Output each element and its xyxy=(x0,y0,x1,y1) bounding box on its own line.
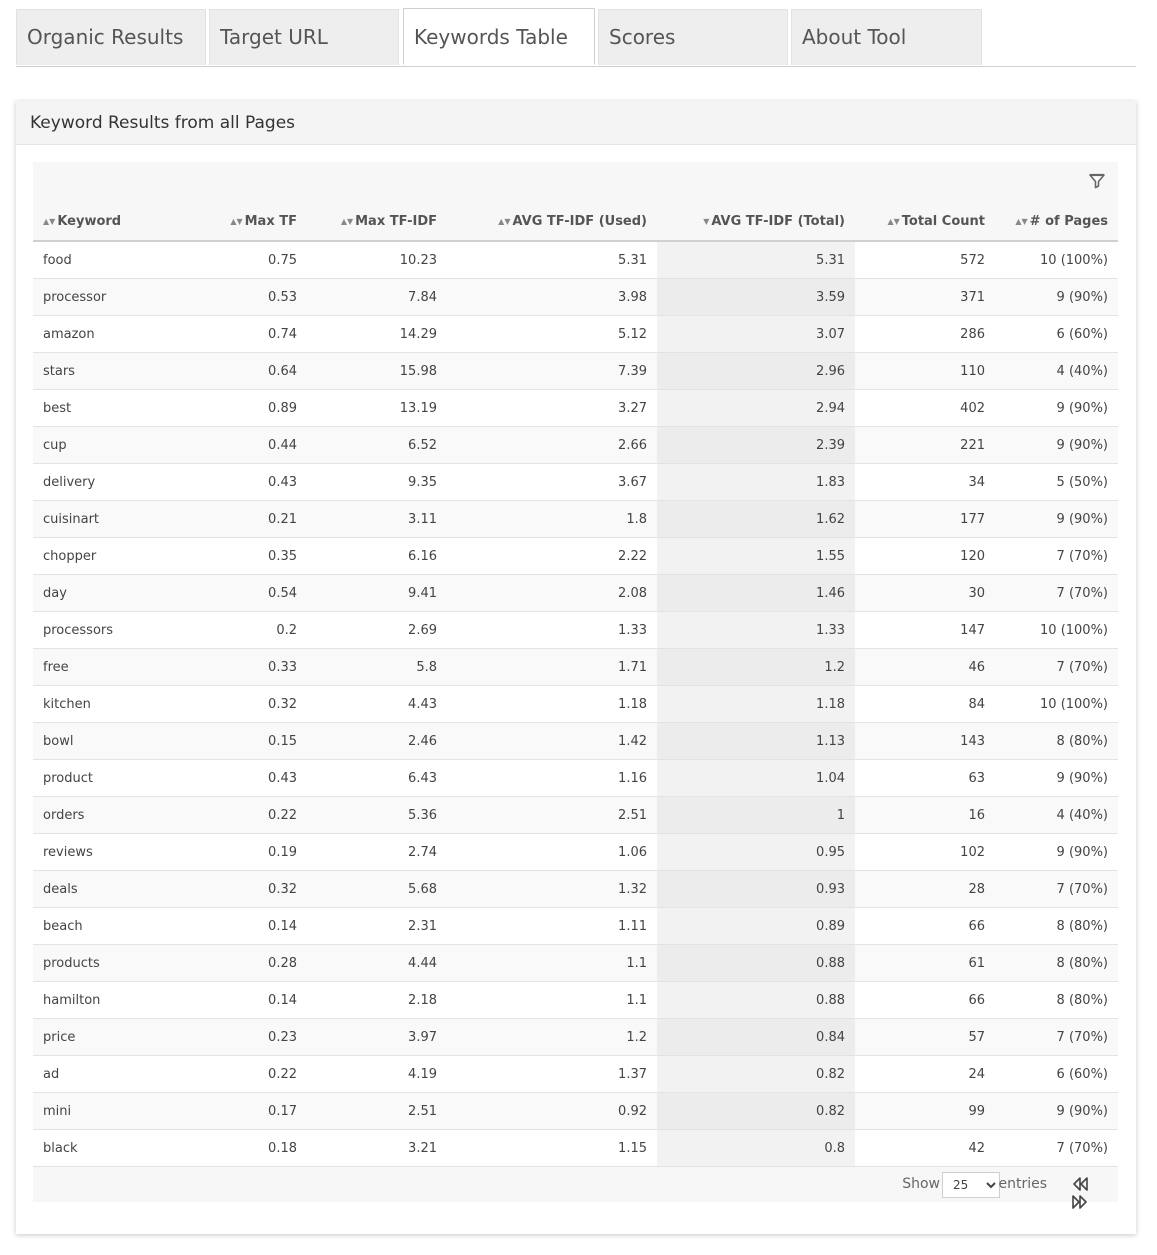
avg-tf-idf-used-cell: 1.42 xyxy=(447,723,657,760)
avg-tf-idf-used-cell: 5.12 xyxy=(447,316,657,353)
avg-tf-idf-used-cell: 1.1 xyxy=(447,945,657,982)
avg-tf-idf-total-cell: 1.13 xyxy=(657,723,855,760)
keyword-cell: day xyxy=(33,575,183,612)
avg-tf-idf-total-cell: 0.95 xyxy=(657,834,855,871)
max-tf-idf-cell: 6.52 xyxy=(307,427,447,464)
total-count-cell: 66 xyxy=(855,982,995,1019)
max-tf-idf-cell: 5.36 xyxy=(307,797,447,834)
max-tf-cell: 0.15 xyxy=(183,723,307,760)
table-row xyxy=(33,1093,1118,1130)
tab-organic-results[interactable]: Organic Results xyxy=(16,9,206,65)
table-row xyxy=(33,760,1118,797)
keyword-cell: best xyxy=(33,390,183,427)
table-row xyxy=(33,797,1118,834)
keyword-cell: food xyxy=(33,241,183,279)
num-pages-cell: 8 (80%) xyxy=(995,723,1118,760)
sort-icon: ▲▼ xyxy=(43,216,56,226)
next-page-icon[interactable] xyxy=(1072,1195,1088,1213)
keyword-cell: black xyxy=(33,1130,183,1167)
max-tf-idf-cell: 2.51 xyxy=(307,1093,447,1130)
avg-tf-idf-used-cell: 0.92 xyxy=(447,1093,657,1130)
table-row xyxy=(33,241,1118,279)
table-footer xyxy=(33,1167,1118,1202)
total-count-cell: 99 xyxy=(855,1093,995,1130)
total-count-cell: 30 xyxy=(855,575,995,612)
avg-tf-idf-used-cell: 1.33 xyxy=(447,612,657,649)
table-row xyxy=(33,649,1118,686)
avg-tf-idf-used-cell: 1.2 xyxy=(447,1019,657,1056)
max-tf-cell: 0.43 xyxy=(183,760,307,797)
max-tf-cell: 0.22 xyxy=(183,1056,307,1093)
max-tf-idf-cell: 9.35 xyxy=(307,464,447,501)
keyword-cell: processor xyxy=(33,279,183,316)
tab-about-tool[interactable]: About Tool xyxy=(791,9,982,65)
total-count-cell: 34 xyxy=(855,464,995,501)
avg-tf-idf-total-cell: 3.07 xyxy=(657,316,855,353)
max-tf-cell: 0.2 xyxy=(183,612,307,649)
avg-tf-idf-total-cell: 2.39 xyxy=(657,427,855,464)
table-body xyxy=(33,241,1118,1167)
num-pages-cell: 7 (70%) xyxy=(995,575,1118,612)
column-header-avg-tf-idf-total[interactable]: ▼ AVG TF-IDF (Total) xyxy=(657,202,855,241)
max-tf-cell: 0.21 xyxy=(183,501,307,538)
sort-icon: ▲▼ xyxy=(340,216,354,226)
column-header-num-pages[interactable]: ▲▼ # of Pages xyxy=(995,202,1118,241)
avg-tf-idf-used-cell: 3.67 xyxy=(447,464,657,501)
avg-tf-idf-used-cell: 5.31 xyxy=(447,241,657,279)
max-tf-cell: 0.19 xyxy=(183,834,307,871)
table-row xyxy=(33,390,1118,427)
avg-tf-idf-total-cell: 0.88 xyxy=(657,945,855,982)
total-count-cell: 46 xyxy=(855,649,995,686)
total-count-cell: 42 xyxy=(855,1130,995,1167)
keyword-cell: reviews xyxy=(33,834,183,871)
table-row xyxy=(33,538,1118,575)
avg-tf-idf-used-cell: 2.51 xyxy=(447,797,657,834)
previous-page-icon[interactable] xyxy=(1072,1177,1088,1195)
num-pages-cell: 9 (90%) xyxy=(995,279,1118,316)
keyword-cell: bowl xyxy=(33,723,183,760)
max-tf-cell: 0.17 xyxy=(183,1093,307,1130)
avg-tf-idf-total-cell: 2.94 xyxy=(657,390,855,427)
num-pages-cell: 7 (70%) xyxy=(995,1019,1118,1056)
table-row xyxy=(33,686,1118,723)
total-count-cell: 61 xyxy=(855,945,995,982)
keyword-cell: hamilton xyxy=(33,982,183,1019)
table-row xyxy=(33,1056,1118,1093)
table-header-row xyxy=(33,202,1118,241)
avg-tf-idf-used-cell: 2.22 xyxy=(447,538,657,575)
keyword-cell: orders xyxy=(33,797,183,834)
show-label: Show xyxy=(902,1176,940,1192)
keyword-cell: processors xyxy=(33,612,183,649)
keywords-table xyxy=(33,202,1118,1167)
avg-tf-idf-used-cell: 1.11 xyxy=(447,908,657,945)
max-tf-idf-cell: 9.41 xyxy=(307,575,447,612)
max-tf-idf-cell: 13.19 xyxy=(307,390,447,427)
avg-tf-idf-used-cell: 3.98 xyxy=(447,279,657,316)
num-pages-cell: 8 (80%) xyxy=(995,908,1118,945)
column-header-avg-tf-idf-used[interactable]: ▲▼ AVG TF-IDF (Used) xyxy=(447,202,657,241)
max-tf-idf-cell: 2.31 xyxy=(307,908,447,945)
total-count-cell: 177 xyxy=(855,501,995,538)
avg-tf-idf-total-cell: 0.84 xyxy=(657,1019,855,1056)
max-tf-idf-cell: 10.23 xyxy=(307,241,447,279)
sort-desc-icon: ▼ xyxy=(703,216,710,226)
sort-icon: ▲▼ xyxy=(1015,216,1028,226)
num-pages-cell: 9 (90%) xyxy=(995,501,1118,538)
total-count-cell: 371 xyxy=(855,279,995,316)
table-row xyxy=(33,279,1118,316)
avg-tf-idf-total-cell: 0.82 xyxy=(657,1056,855,1093)
total-count-cell: 57 xyxy=(855,1019,995,1056)
avg-tf-idf-used-cell: 2.66 xyxy=(447,427,657,464)
keyword-cell: stars xyxy=(33,353,183,390)
column-header-max-tf-idf[interactable]: ▲▼ Max TF-IDF xyxy=(307,202,447,241)
num-pages-cell: 9 (90%) xyxy=(995,1093,1118,1130)
table-row xyxy=(33,871,1118,908)
max-tf-cell: 0.43 xyxy=(183,464,307,501)
avg-tf-idf-total-cell: 1.55 xyxy=(657,538,855,575)
total-count-cell: 147 xyxy=(855,612,995,649)
table-row xyxy=(33,834,1118,871)
keyword-cell: price xyxy=(33,1019,183,1056)
total-count-cell: 28 xyxy=(855,871,995,908)
total-count-cell: 572 xyxy=(855,241,995,279)
max-tf-idf-cell: 5.68 xyxy=(307,871,447,908)
max-tf-cell: 0.44 xyxy=(183,427,307,464)
avg-tf-idf-total-cell: 1.62 xyxy=(657,501,855,538)
max-tf-idf-cell: 2.18 xyxy=(307,982,447,1019)
total-count-cell: 221 xyxy=(855,427,995,464)
num-pages-cell: 4 (40%) xyxy=(995,797,1118,834)
max-tf-idf-cell: 4.43 xyxy=(307,686,447,723)
avg-tf-idf-used-cell: 1.37 xyxy=(447,1056,657,1093)
table-toolbar xyxy=(33,162,1118,202)
keyword-cell: deals xyxy=(33,871,183,908)
avg-tf-idf-used-cell: 1.16 xyxy=(447,760,657,797)
keyword-cell: ad xyxy=(33,1056,183,1093)
total-count-cell: 66 xyxy=(855,908,995,945)
max-tf-idf-cell: 4.44 xyxy=(307,945,447,982)
num-pages-cell: 6 (60%) xyxy=(995,1056,1118,1093)
avg-tf-idf-used-cell: 1.32 xyxy=(447,871,657,908)
num-pages-cell: 9 (90%) xyxy=(995,834,1118,871)
num-pages-cell: 7 (70%) xyxy=(995,1130,1118,1167)
max-tf-cell: 0.18 xyxy=(183,1130,307,1167)
total-count-cell: 102 xyxy=(855,834,995,871)
num-pages-cell: 8 (80%) xyxy=(995,945,1118,982)
column-header-total-count[interactable]: ▲▼ Total Count xyxy=(855,202,995,241)
max-tf-idf-cell: 3.97 xyxy=(307,1019,447,1056)
max-tf-idf-cell: 2.46 xyxy=(307,723,447,760)
max-tf-idf-cell: 2.74 xyxy=(307,834,447,871)
table-row xyxy=(33,316,1118,353)
avg-tf-idf-total-cell: 1.2 xyxy=(657,649,855,686)
table-row xyxy=(33,908,1118,945)
table-row xyxy=(33,353,1118,390)
panel-title: Keyword Results from all Pages xyxy=(16,101,1136,145)
max-tf-idf-cell: 4.19 xyxy=(307,1056,447,1093)
max-tf-idf-cell: 5.8 xyxy=(307,649,447,686)
max-tf-cell: 0.64 xyxy=(183,353,307,390)
max-tf-idf-cell: 6.43 xyxy=(307,760,447,797)
num-pages-cell: 10 (100%) xyxy=(995,612,1118,649)
table-row xyxy=(33,501,1118,538)
avg-tf-idf-total-cell: 1.33 xyxy=(657,612,855,649)
table-row xyxy=(33,464,1118,501)
sort-icon: ▲▼ xyxy=(887,216,900,226)
keyword-cell: beach xyxy=(33,908,183,945)
max-tf-idf-cell: 3.11 xyxy=(307,501,447,538)
max-tf-cell: 0.14 xyxy=(183,982,307,1019)
tab-target-url[interactable]: Target URL xyxy=(209,9,399,65)
max-tf-idf-cell: 2.69 xyxy=(307,612,447,649)
avg-tf-idf-used-cell: 1.18 xyxy=(447,686,657,723)
max-tf-idf-cell: 15.98 xyxy=(307,353,447,390)
max-tf-cell: 0.54 xyxy=(183,575,307,612)
avg-tf-idf-total-cell: 1.46 xyxy=(657,575,855,612)
avg-tf-idf-total-cell: 3.59 xyxy=(657,279,855,316)
filter-icon[interactable] xyxy=(1089,173,1105,189)
avg-tf-idf-total-cell: 1.18 xyxy=(657,686,855,723)
avg-tf-idf-used-cell: 2.08 xyxy=(447,575,657,612)
max-tf-cell: 0.32 xyxy=(183,871,307,908)
keyword-cell: delivery xyxy=(33,464,183,501)
table-row xyxy=(33,575,1118,612)
avg-tf-idf-total-cell: 0.88 xyxy=(657,982,855,1019)
num-pages-cell: 10 (100%) xyxy=(995,686,1118,723)
num-pages-cell: 9 (90%) xyxy=(995,760,1118,797)
keyword-cell: amazon xyxy=(33,316,183,353)
max-tf-cell: 0.53 xyxy=(183,279,307,316)
total-count-cell: 402 xyxy=(855,390,995,427)
max-tf-idf-cell: 6.16 xyxy=(307,538,447,575)
max-tf-idf-cell: 7.84 xyxy=(307,279,447,316)
entries-label: entries xyxy=(998,1176,1047,1192)
avg-tf-idf-total-cell: 0.89 xyxy=(657,908,855,945)
max-tf-cell: 0.14 xyxy=(183,908,307,945)
avg-tf-idf-total-cell: 0.93 xyxy=(657,871,855,908)
num-pages-cell: 7 (70%) xyxy=(995,538,1118,575)
max-tf-cell: 0.75 xyxy=(183,241,307,279)
max-tf-cell: 0.22 xyxy=(183,797,307,834)
num-pages-cell: 5 (50%) xyxy=(995,464,1118,501)
tab-bar xyxy=(16,9,1136,67)
num-pages-cell: 9 (90%) xyxy=(995,427,1118,464)
avg-tf-idf-used-cell: 1.1 xyxy=(447,982,657,1019)
avg-tf-idf-used-cell: 3.27 xyxy=(447,390,657,427)
keyword-cell: free xyxy=(33,649,183,686)
num-pages-cell: 9 (90%) xyxy=(995,390,1118,427)
keyword-cell: cup xyxy=(33,427,183,464)
column-header-keyword[interactable]: ▲▼ Keyword xyxy=(33,202,183,241)
table-row xyxy=(33,427,1118,464)
max-tf-idf-cell: 14.29 xyxy=(307,316,447,353)
sort-icon: ▲▼ xyxy=(498,216,511,226)
avg-tf-idf-total-cell: 0.82 xyxy=(657,1093,855,1130)
keyword-results-panel xyxy=(16,101,1136,1234)
table-row xyxy=(33,945,1118,982)
max-tf-cell: 0.23 xyxy=(183,1019,307,1056)
max-tf-cell: 0.35 xyxy=(183,538,307,575)
avg-tf-idf-total-cell: 0.8 xyxy=(657,1130,855,1167)
total-count-cell: 143 xyxy=(855,723,995,760)
avg-tf-idf-total-cell: 1.04 xyxy=(657,760,855,797)
keyword-cell: kitchen xyxy=(33,686,183,723)
table-row xyxy=(33,1019,1118,1056)
tab-keywords-table[interactable]: Keywords Table xyxy=(403,8,595,65)
keyword-cell: mini xyxy=(33,1093,183,1130)
total-count-cell: 110 xyxy=(855,353,995,390)
table-row xyxy=(33,612,1118,649)
num-pages-cell: 7 (70%) xyxy=(995,871,1118,908)
avg-tf-idf-total-cell: 2.96 xyxy=(657,353,855,390)
max-tf-idf-cell: 3.21 xyxy=(307,1130,447,1167)
pagination xyxy=(1072,1177,1106,1193)
num-pages-cell: 6 (60%) xyxy=(995,316,1118,353)
avg-tf-idf-total-cell: 1.83 xyxy=(657,464,855,501)
total-count-cell: 286 xyxy=(855,316,995,353)
max-tf-cell: 0.89 xyxy=(183,390,307,427)
table-row xyxy=(33,723,1118,760)
page-size-select[interactable] xyxy=(942,1172,1000,1198)
total-count-cell: 120 xyxy=(855,538,995,575)
keyword-cell: products xyxy=(33,945,183,982)
table-row xyxy=(33,982,1118,1019)
max-tf-cell: 0.32 xyxy=(183,686,307,723)
avg-tf-idf-used-cell: 7.39 xyxy=(447,353,657,390)
total-count-cell: 63 xyxy=(855,760,995,797)
avg-tf-idf-used-cell: 1.15 xyxy=(447,1130,657,1167)
max-tf-cell: 0.28 xyxy=(183,945,307,982)
tab-scores[interactable]: Scores xyxy=(598,9,788,65)
max-tf-cell: 0.74 xyxy=(183,316,307,353)
table-row xyxy=(33,1130,1118,1167)
num-pages-cell: 10 (100%) xyxy=(995,241,1118,279)
total-count-cell: 16 xyxy=(855,797,995,834)
total-count-cell: 84 xyxy=(855,686,995,723)
avg-tf-idf-used-cell: 1.8 xyxy=(447,501,657,538)
sort-icon: ▲▼ xyxy=(230,216,243,226)
avg-tf-idf-used-cell: 1.06 xyxy=(447,834,657,871)
keywords-table-container xyxy=(33,162,1118,1202)
num-pages-cell: 7 (70%) xyxy=(995,649,1118,686)
num-pages-cell: 8 (80%) xyxy=(995,982,1118,1019)
max-tf-cell: 0.33 xyxy=(183,649,307,686)
keyword-cell: cuisinart xyxy=(33,501,183,538)
total-count-cell: 24 xyxy=(855,1056,995,1093)
avg-tf-idf-total-cell: 1 xyxy=(657,797,855,834)
num-pages-cell: 4 (40%) xyxy=(995,353,1118,390)
keyword-cell: chopper xyxy=(33,538,183,575)
keyword-cell: product xyxy=(33,760,183,797)
column-header-max-tf[interactable]: ▲▼ Max TF xyxy=(183,202,307,241)
avg-tf-idf-total-cell: 5.31 xyxy=(657,241,855,279)
avg-tf-idf-used-cell: 1.71 xyxy=(447,649,657,686)
